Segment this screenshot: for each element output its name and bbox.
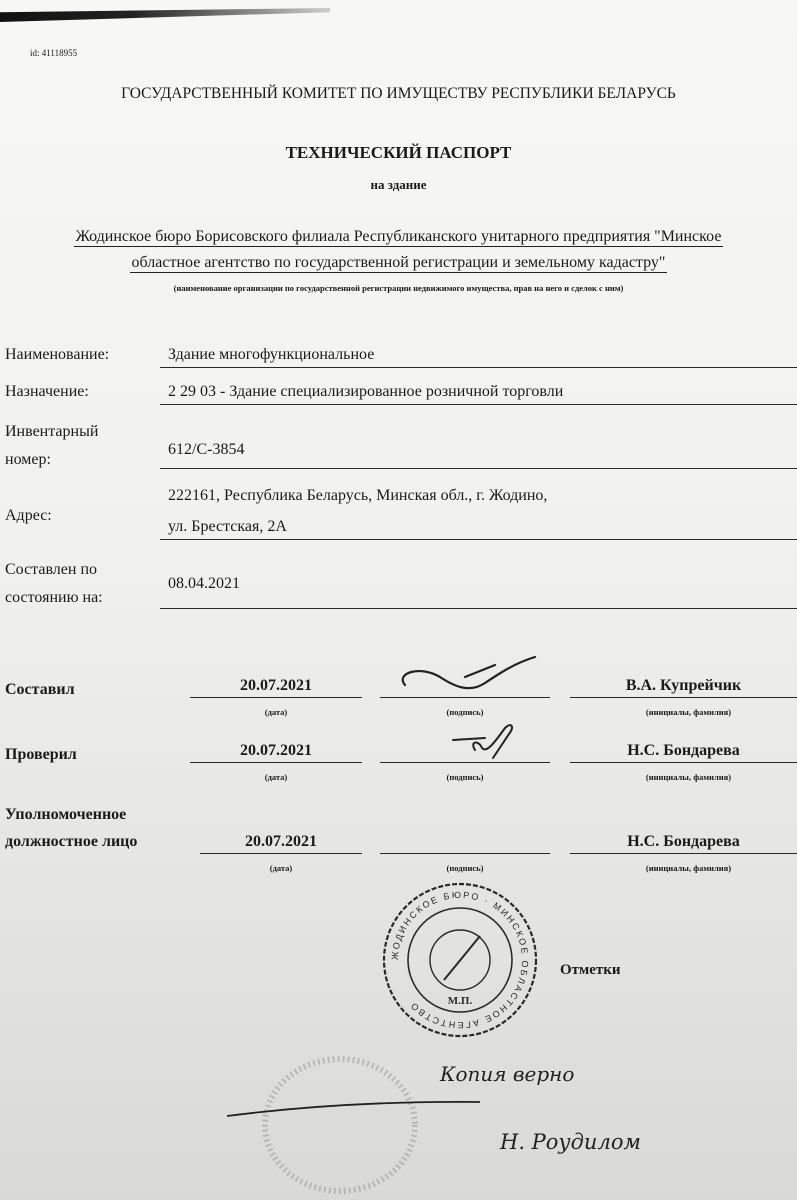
signature-rule: [380, 697, 550, 698]
field-inventory-label-2: номер:: [5, 451, 51, 468]
name-caption: (инициалы, фамилия): [645, 707, 732, 717]
field-purpose-value: 2 29 03 - Здание специализированное розничной торговли: [168, 383, 564, 400]
field-state-label-1: Составлен по: [5, 561, 98, 578]
handwritten-note-copy-true: Копия верно: [440, 1062, 575, 1086]
faint-stamp-imprint: [250, 1050, 430, 1195]
name-rule: [570, 697, 797, 698]
name-caption: (инициалы, фамилия): [645, 772, 732, 782]
organization-text-2: областное агентство по государственной регистрации и земельному кадастру": [131, 254, 666, 271]
field-inventory-label-1: Инвентарный: [5, 423, 99, 440]
field-name-label: Наименование:: [5, 346, 110, 363]
field-inventory-value: 612/С-3854: [168, 441, 245, 458]
signature-row-name: Н.С. Бондарева: [627, 742, 740, 759]
signature-rule: [380, 762, 550, 763]
marks-heading: Отметки: [560, 962, 621, 978]
name-caption: (инициалы, фамилия): [645, 863, 732, 873]
handwritten-signature-2: [445, 722, 525, 760]
handwritten-note-signature: Н. Роудилом: [500, 1130, 641, 1154]
document-id: id: 41118955: [30, 48, 78, 58]
signature-caption: (подпись): [446, 772, 484, 782]
stamp-ring-text: ЖОДИНСКОЕ БЮРО · МИНСКОЕ ОБЛАСТНОЕ АГЕНТСТВО: [389, 889, 531, 1031]
signature-row-date: 20.07.2021: [245, 833, 317, 850]
field-address-label: Адрес:: [5, 507, 52, 524]
date-caption: (дата): [269, 863, 293, 873]
field-purpose-rule: [160, 404, 797, 405]
field-state-value: 08.04.2021: [168, 575, 240, 592]
signature-row-label: Проверил: [5, 746, 77, 763]
signature-rule: [380, 853, 550, 854]
date-rule: [190, 697, 362, 698]
document-subtitle: на здание: [370, 177, 427, 192]
field-address-value-2: ул. Брестская, 2А: [168, 518, 287, 535]
signature-row-name: В.А. Купрейчик: [625, 677, 742, 694]
field-state-label-2: состоянию на:: [5, 589, 103, 606]
signature-caption: (подпись): [446, 863, 484, 873]
stamp-mark: М.П.: [447, 995, 473, 1007]
field-address-value-1: 222161, Республика Беларусь, Минская обл., г. Жодино,: [168, 487, 548, 504]
signature-row-label-1: Уполномоченное: [5, 806, 127, 823]
document-title: ТЕХНИЧЕСКИЙ ПАСПОРТ: [285, 143, 512, 162]
official-stamp-seal: [380, 880, 540, 1040]
scan-artifact-streak: [0, 8, 330, 22]
date-rule: [200, 853, 362, 854]
date-caption: (дата): [264, 772, 288, 782]
issuing-committee: ГОСУДАРСТВЕННЫЙ КОМИТЕТ ПО ИМУЩЕСТВУ РЕСПУБЛИКИ БЕЛАРУСЬ: [121, 85, 676, 102]
field-state-rule: [160, 608, 797, 609]
organization-line-2: [0, 254, 797, 272]
handwritten-signature-1: [395, 655, 545, 695]
organization-line-1: [0, 228, 797, 246]
signature-row-label-2: должностное лицо: [5, 833, 138, 850]
field-inventory-rule: [160, 468, 797, 469]
signature-row-date: 20.07.2021: [240, 677, 312, 694]
field-name-rule: [160, 367, 797, 368]
field-purpose-label: Назначение:: [5, 383, 89, 400]
handwritten-underline: [225, 1096, 485, 1120]
signature-row-date: 20.07.2021: [240, 742, 312, 759]
field-address-rule: [160, 539, 797, 540]
signature-row-name: Н.С. Бондарева: [627, 833, 740, 850]
organization-caption: (наименование организации по государственной регистрации недвижимого имущества, прав на него и сделок с ним): [173, 283, 624, 293]
date-rule: [190, 762, 362, 763]
name-rule: [570, 762, 797, 763]
organization-text-1: Жодинское бюро Борисовского филиала Республиканского унитарного предприятия "Минское: [75, 228, 722, 245]
signature-row-label: Составил: [5, 681, 75, 698]
date-caption: (дата): [264, 707, 288, 717]
name-rule: [570, 853, 797, 854]
field-name-value: Здание многофункциональное: [168, 346, 375, 363]
signature-caption: (подпись): [446, 707, 484, 717]
